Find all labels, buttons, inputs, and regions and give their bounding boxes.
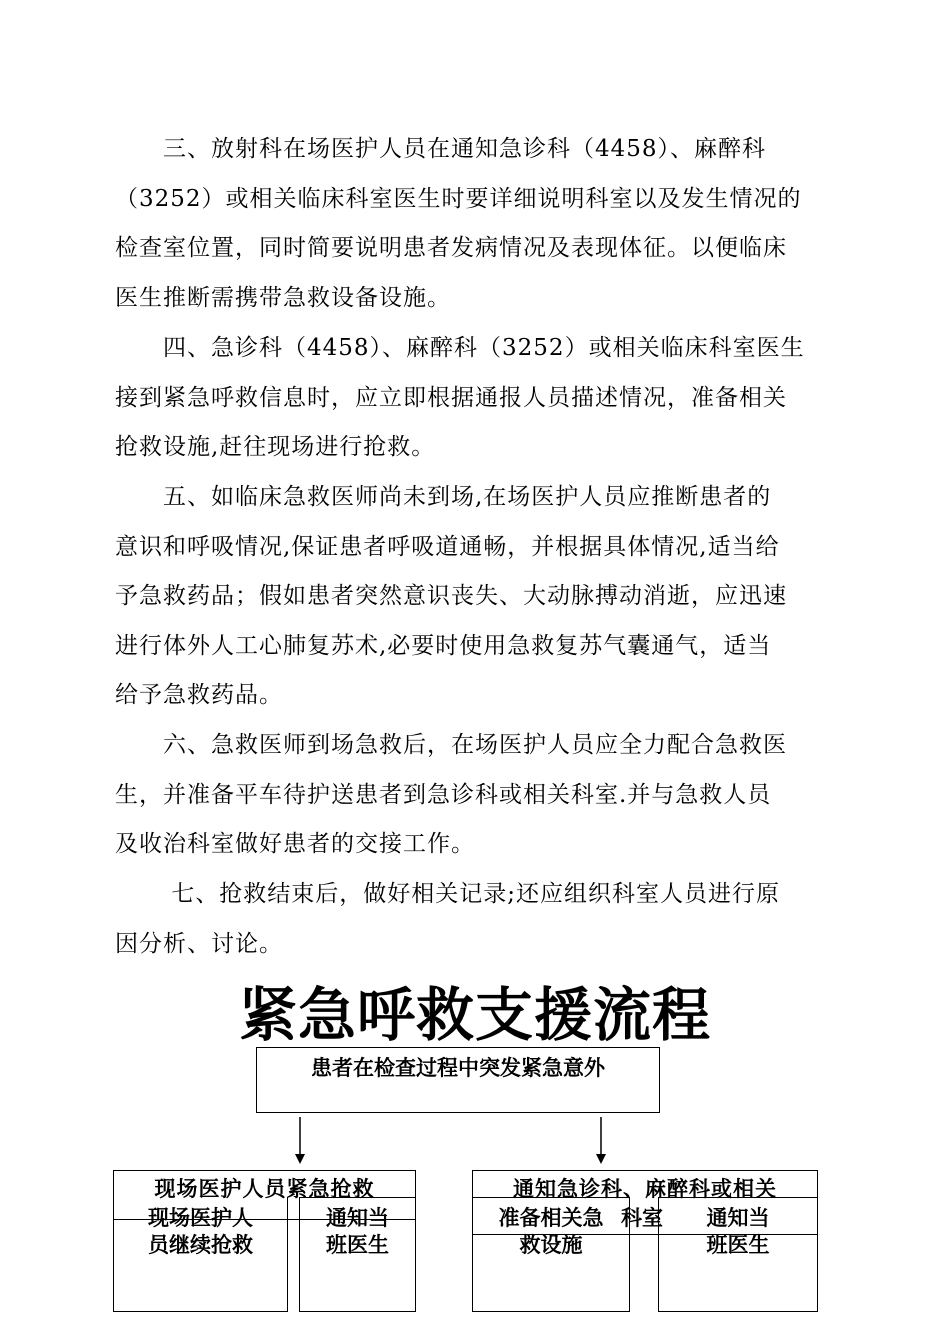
arrow-right-head [596,1154,606,1164]
left-header-label: 现场医护人员紧急抢救 [154,1177,375,1201]
left-sub1-line1: 现场医护人 [148,1206,253,1230]
right-sub2-line2: 班医生 [706,1233,770,1257]
text-line: 进行体外人工心肺复苏术,必要时使用急救复苏气囊通气，适当 [115,632,772,659]
left-sub2-label [299,1205,416,1259]
text-line: 五、如临床急救医师尚未到场,在场医护人员应推断患者的 [115,484,772,510]
text-line: 及收治科室做好患者的交接工作。 [115,831,475,857]
top-box-label: 患者在检查过程中突发紧急意外 [311,1056,605,1080]
text-line: 七、抢救结束后，做好相关记录;还应组织科室人员进行原 [115,881,781,907]
right-sub2-line1: 通知当 [706,1206,770,1230]
text-line: 抢救设施,赶往现场进行抢救。 [115,434,436,460]
text-line: 三、放射科在场医护人员在通知急诊科（4458）、麻醉科 [115,136,767,162]
right-sub2-label [658,1205,818,1259]
left-sub2-line2: 班医生 [326,1233,389,1257]
right-sub1-line1: 准备相关急 [498,1206,604,1230]
text-line: 给予急救药品。 [115,682,283,708]
text-line: 因分析、讨论。 [115,930,283,957]
arrow-left-head [295,1154,305,1164]
text-line: 接到紧急呼救信息时，应立即根据通报人员描述情况，准备相关 [115,384,787,411]
left-sub2-line1: 通知当 [326,1206,389,1230]
text-line: 意识和呼吸情况,保证患者呼吸道通畅，并根据具体情况,适当给 [115,533,780,560]
text-line: 医生推断需携带急救设备设施。 [115,284,451,311]
right-header-fragment: 科室 [621,1206,663,1230]
left-sub1-line2: 员继续抢救 [148,1233,253,1257]
text-line: 予急救药品；假如患者突然意识丧失、大动脉搏动消逝，应迅速 [115,583,787,609]
text-line: 生，并准备平车待护送患者到急诊科或相关科室.并与急救人员 [115,781,772,808]
text-line: （3252）或相关临床科室医生时要详细说明科室以及发生情况的 [115,185,802,212]
text-line: 六、急救医师到场急救后，在场医护人员应全力配合急救医 [115,732,787,758]
right-header-label: 通知急诊科、麻醉科或相关 [513,1177,777,1201]
left-sub1-label [113,1205,288,1259]
right-sub1-label [472,1205,630,1259]
text-line: 四、急诊科（4458）、麻醉科（3252）或相关临床科室医生 [115,335,805,361]
text-line: 检查室位置，同时简要说明患者发病情况及表现体征。以便临床 [115,235,787,261]
flowchart-title: 紧急呼救支援流程 [238,981,711,1049]
right-sub1-line2: 救设施 [519,1233,583,1257]
